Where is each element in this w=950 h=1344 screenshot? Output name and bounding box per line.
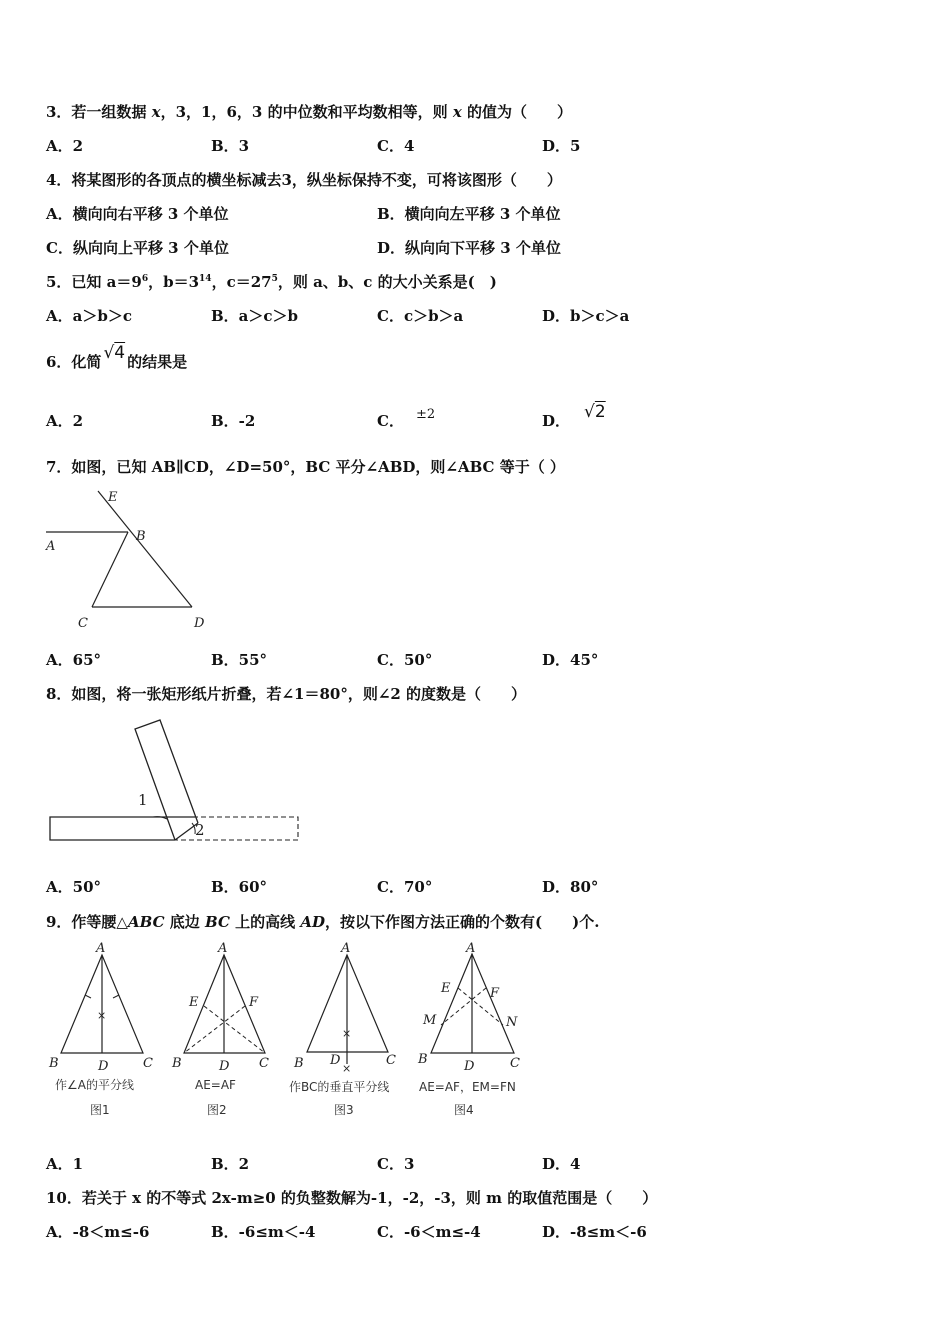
q7-line-ebd [98,491,192,607]
q6-option-d-sqrt [584,402,606,422]
q9-stem [46,913,599,931]
q6-option-d-label: D． [542,412,571,430]
q7-option-b[interactable]: B．55° [211,651,268,669]
q8-stem: 8．如图，将一张矩形纸片折叠，若∠1＝80°，则∠2 的度数是（ ） [46,685,527,703]
q9-fig2-dashed-ec [204,1006,265,1053]
q3-var-x: x [452,103,462,121]
q4-option-c[interactable]: C．纵向向上平移 3 个单位 [46,239,229,257]
q9-fig1-label-c: C [143,1056,153,1071]
q6-text: 的结果是 [127,353,188,371]
q9-fig4-label-c: C [510,1056,520,1071]
q9-fig4-label-e: E [441,981,451,996]
q6-radical-sign: √ [103,343,115,363]
q9-text: 底边 [164,913,205,931]
q10-option-b[interactable]: B．-6≤m＜-4 [211,1223,316,1241]
q9-fig2-note: AE=AF [195,1078,236,1092]
q9-option-c[interactable]: C．3 [377,1155,415,1173]
q5-option-d[interactable]: D．b＞c＞a [542,307,630,325]
q9-fig2-label-d: D [219,1059,230,1074]
q3-stem-text: 3．若一组数据 [46,103,152,121]
q8-folded-strip [135,720,198,840]
q8-option-b[interactable]: B．60° [211,878,268,896]
q9-text: 上的高线 [229,913,301,931]
q7-label-b: B [136,529,146,544]
q9-fig1-label-d: D [98,1059,109,1074]
q9-fig1-tick [85,995,91,998]
q9-fig2-caption: 图2 [207,1103,227,1117]
q9-triangle-name: ABC [127,913,165,931]
q6-radicand: 4 [114,343,126,363]
q3-var-x: x [151,103,161,121]
q9-fig4-label-b: B [418,1052,428,1067]
q9-fig2-label-f: F [249,995,259,1010]
q7-label-c: C [78,616,88,631]
q9-fig1-cross-mark: × [97,1009,107,1022]
q9-fig2-label-c: C [259,1056,269,1071]
q6-option-b[interactable]: B．-2 [211,412,256,430]
q3-option-b[interactable]: B．3 [211,137,250,155]
q9-text: 9．作等腰△ [46,913,128,931]
q5-option-a[interactable]: A．a＞b＞c [46,307,132,325]
q6-sqrt-expression [103,343,125,363]
q7-option-c[interactable]: C．50° [377,651,433,669]
q9-option-a[interactable]: A．1 [46,1155,84,1173]
q5-option-c[interactable]: C．c＞b＞a [377,307,464,325]
q9-fig4-label-d: D [464,1059,475,1074]
q9-figure-2 [167,940,282,1120]
q5-exponent: 6 [141,274,149,284]
q6-option-d-radical-sign: √ [584,402,595,422]
q9-figure-3 [287,940,415,1120]
q9-text: ，按以下作图方法正确的个数有( )个. [325,913,600,931]
q5-exponent: 14 [199,274,212,284]
q6-option-d-radicand: 2 [594,402,606,422]
q5-text: ，则 a、b、c 的大小关系是( ) [277,273,497,291]
q9-fig4-label-n: N [506,1015,518,1030]
q10-option-c[interactable]: C．-6＜m≤-4 [377,1223,481,1241]
q5-text: ，b＝3 [148,273,200,291]
q9-altitude-name: AD [300,913,325,931]
q4-option-a[interactable]: A．横向向右平移 3 个单位 [46,205,229,223]
q9-fig3-note: 作BC的垂直平分线 [289,1080,390,1094]
q9-base-name: BC [204,913,230,931]
q4-option-d[interactable]: D．纵向向下平移 3 个单位 [377,239,561,257]
q9-fig3-caption: 图3 [334,1103,354,1117]
q5-option-b[interactable]: B．a＞c＞b [211,307,299,325]
q8-option-a[interactable]: A．50° [46,878,102,896]
q9-fig1-caption: 图1 [90,1103,110,1117]
q9-fig3-cross-mark: × [342,1027,352,1040]
q3-option-d[interactable]: D．5 [542,137,581,155]
q8-option-d[interactable]: D．80° [542,878,599,896]
q8-angle2-label: 2 [195,821,205,839]
q6-option-c-label: C． [377,412,404,430]
q6-option-c[interactable] [377,407,436,432]
q9-fig2-label-e: E [189,995,199,1010]
q9-fig3-label-b: B [294,1056,304,1071]
q5-text: ，c＝27 [211,273,272,291]
q9-figure-1 [45,940,160,1120]
q9-fig2-label-b: B [172,1056,182,1071]
q9-fig1-label-b: B [49,1056,59,1071]
q6-option-d[interactable] [542,402,606,430]
q7-figure [40,485,220,635]
q3-option-c[interactable]: C．4 [377,137,415,155]
q5-stem [46,273,497,291]
q9-fig4-label-m: M [423,1013,437,1028]
q9-fig3-label-d: D [330,1053,341,1068]
q3-option-a[interactable]: A．2 [46,137,84,155]
q8-dashed-original [175,817,298,840]
q3-stem [46,103,572,121]
q9-fig3-label-c: C [386,1053,396,1068]
q8-figure [45,715,305,850]
q9-fig4-label-a: A [466,941,476,956]
q7-label-a: A [46,539,56,554]
q6-option-c-value: ±2 [415,407,436,422]
q7-line-bc [92,532,128,607]
q6-option-a[interactable]: A．2 [46,412,84,430]
q9-fig1-tick [113,995,119,998]
q9-figure-4 [414,940,544,1120]
q9-fig4-label-f: F [490,986,500,1001]
q6-text: 6．化简 [46,353,102,371]
q10-option-d[interactable]: D．-8≤m＜-6 [542,1223,647,1241]
q7-label-e: E [108,490,118,505]
q7-stem: 7．如图，已知 AB∥CD，∠D=50°，BC 平分∠ABD，则∠ABC 等于（ ） [46,458,565,476]
q9-fig1-label-a: A [96,941,106,956]
q7-label-d: D [194,616,205,631]
q9-fig2-label-a: A [218,941,228,956]
q10-stem: 10．若关于 x 的不等式 2x-m≥0 的负整数解为-1，-2，-3，则 m 的取值范围是（ ） [46,1189,658,1207]
q4-option-b[interactable]: B．横向向左平移 3 个单位 [377,205,561,223]
q4-stem: 4．将某图形的各顶点的横坐标减去3，纵坐标保持不变，可将该图形（ ） [46,171,562,189]
q9-fig4-caption: 图4 [454,1103,474,1117]
q6-stem [46,343,188,371]
q9-fig3-cross-mark: × [342,1062,352,1075]
q5-exponent: 5 [271,274,278,284]
q9-fig1-note: 作∠A的平分线 [55,1078,134,1092]
q9-option-b[interactable]: B．2 [211,1155,250,1173]
q9-option-d[interactable]: D．4 [542,1155,581,1173]
q5-text: 5．已知 a＝9 [46,273,142,291]
q3-stem-text: 的值为（ ） [461,103,573,121]
q8-angle1-label: 1 [138,791,148,809]
q10-option-a[interactable]: A．-8＜m≤-6 [46,1223,150,1241]
q3-stem-text: ，3，1，6，3 的中位数和平均数相等，则 [160,103,453,121]
q9-fig4-note: AE=AF，EM=FN [419,1080,516,1094]
q9-fig3-label-a: A [341,941,351,956]
q7-option-a[interactable]: A．65° [46,651,102,669]
q8-option-c[interactable]: C．70° [377,878,433,896]
q7-option-d[interactable]: D．45° [542,651,599,669]
